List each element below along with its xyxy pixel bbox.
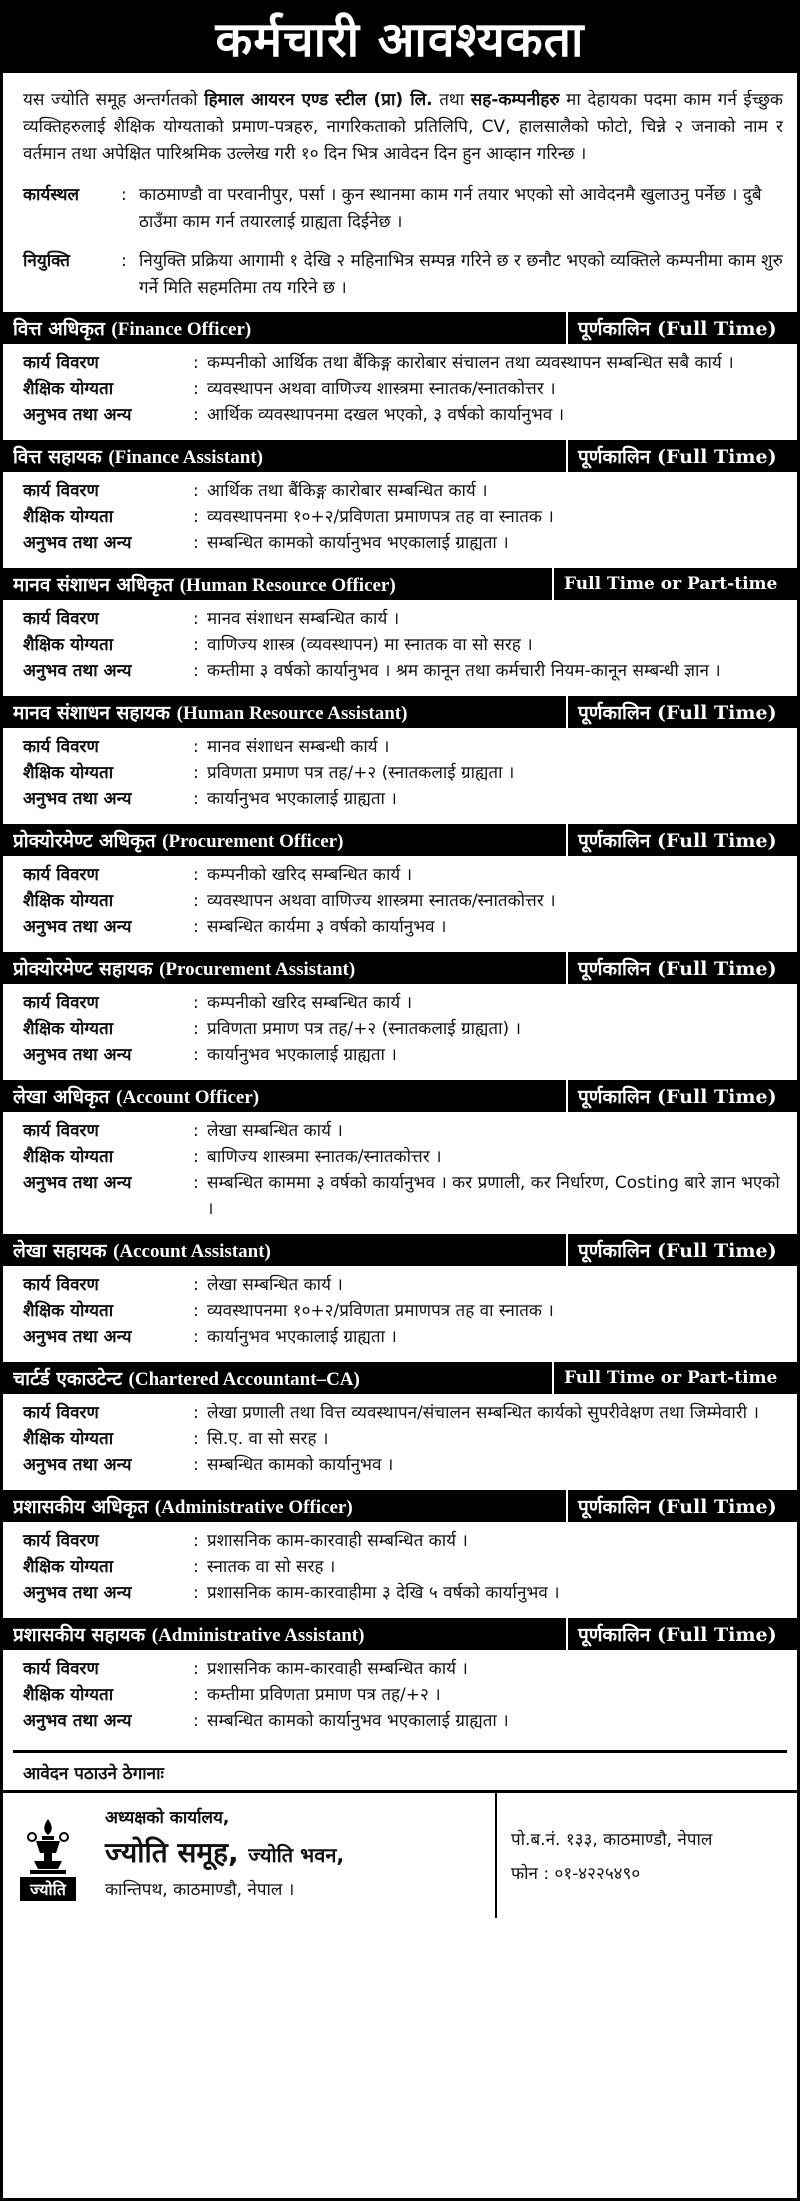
job-details: [13, 600, 787, 686]
job-header: [3, 1080, 797, 1112]
job-type: पूर्णकालिन (Full Time): [566, 824, 797, 856]
job-detail-row: [23, 606, 783, 632]
detail-label: अनुभव तथा अन्य: [23, 789, 132, 809]
detail-label: शैक्षिक योग्यता: [23, 379, 114, 399]
job-title-np: वित्त अधिकृत: [13, 318, 105, 340]
job-detail-row: [23, 1708, 783, 1734]
job-detail-row: [23, 1554, 783, 1580]
organization-address: [93, 1793, 497, 1918]
job-detail-row: [23, 786, 783, 812]
job-title-np: मानव संशाधन अधिकृत: [13, 574, 174, 596]
detail-value: सम्बन्धित काममा ३ वर्षको कार्यानुभव । कर प्रणाली, कर निर्धारण, Costing बारे ज्ञान भएको ।: [207, 1173, 780, 1219]
job-list: [13, 312, 787, 1736]
detail-value: प्रशासनिक काम-कारवाही सम्बन्धित कार्य ।: [207, 1531, 468, 1551]
detail-label: कार्य विवरण: [23, 1121, 99, 1141]
colon: :: [121, 185, 127, 205]
job-title: [13, 443, 566, 469]
detail-label: कार्य विवरण: [23, 609, 99, 629]
company-logo: [3, 1793, 93, 1918]
job-detail-row: [23, 914, 783, 940]
intro-text-3: मा देहायका पदमा काम गर्न ईच्छुक व्यक्तिहरुलाई शैक्षिक योग्यताको प्रमाण-पत्रहरु, नागरिकताको प्रतिलिपि, CV, हालसालैको फोटो, चिन्ने २ जनाको नाम र वर्तमान तथा अपेक्षित पारिश्रमिक उल्लेख गरी १० दिन भित्र आवेदन दिन हुन आव्हान गरिन्छ ।: [23, 90, 783, 164]
detail-value: स्नातक वा सो सरह ।: [207, 1557, 336, 1577]
colon: :: [193, 405, 199, 425]
colon: :: [193, 1147, 199, 1167]
intro-paragraph: [13, 73, 787, 168]
detail-label: कार्य विवरण: [23, 993, 99, 1013]
colon: :: [193, 737, 199, 757]
address-heading: आवेदन पठाउने ठेगानाः: [13, 1750, 787, 1784]
colon: :: [193, 635, 199, 655]
job-section: [13, 824, 787, 942]
job-detail-row: [23, 530, 783, 556]
job-header: [3, 440, 797, 472]
job-title: [13, 1237, 566, 1263]
detail-label: कार्य विवरण: [23, 737, 99, 757]
street-address: कान्तिपथ, काठमाण्डौ, नेपाल ।: [105, 1880, 295, 1900]
appointment-text: नियुक्ति प्रक्रिया आगामी १ देखि २ महिनाभित्र सम्पन्न गरिने छ र छनौट भएको व्यक्तिले कम्पनीमा काम शुरु गर्ने मिति सहमतिमा तय गरिने छ ।: [139, 251, 783, 298]
job-title: [13, 1365, 552, 1391]
detail-value: सम्बन्धित कामको कार्यानुभव भएकालाई ग्राह्यता ।: [207, 533, 509, 553]
detail-value: बाणिज्य शास्त्रमा स्नातक/स्नातकोत्तर ।: [207, 1147, 442, 1167]
building-name: ज्योति भवन,: [248, 1843, 345, 1867]
job-title-np: प्रशासकीय सहायक: [13, 1624, 146, 1646]
detail-value: मानव संशाधन सम्बन्धित कार्य ।: [207, 609, 400, 629]
job-detail-row: [23, 734, 783, 760]
colon: :: [193, 1275, 199, 1295]
job-header: [3, 1362, 797, 1394]
detail-value: सि.ए. वा सो सरह ।: [207, 1429, 329, 1449]
job-title-np: प्रशासकीय अधिकृत: [13, 1496, 149, 1518]
workplace-text: काठमाण्डौ वा परवानीपुर, पर्सा । कुन स्थानमा काम गर्न तयार भएको सो आवेदनमै खुलाउनु पर्नेछ । दुबै ठाउँमा काम गर्न तयारलाई ग्राह्यता दिईनेछ ।: [139, 185, 762, 232]
job-details: [13, 984, 787, 1070]
detail-label: शैक्षिक योग्यता: [23, 507, 114, 527]
workplace-label: कार्यस्थल: [23, 185, 79, 205]
detail-value: कम्तीमा ३ वर्षको कार्यानुभव । श्रम कानून तथा कर्मचारी नियम-कानून सम्बन्धी ज्ञान ।: [207, 661, 721, 681]
job-title-en: (Procurement Assistant): [159, 959, 356, 980]
detail-value: प्रविणता प्रमाण पत्र तह/+२ (स्नातकलाई ग्राह्यता) ।: [207, 1019, 521, 1039]
job-section: [13, 1490, 787, 1608]
company-name: हिमाल आयरन एण्ड स्टील (प्रा) लि.: [204, 90, 433, 110]
job-section: [13, 312, 787, 430]
job-title-en: (Chartered Accountant–CA): [128, 1369, 360, 1390]
job-title-en: (Account Assistant): [113, 1241, 271, 1262]
colon: :: [193, 481, 199, 501]
colon: :: [193, 1045, 199, 1065]
job-type: पूर्णकालिन (Full Time): [566, 1234, 797, 1266]
colon: :: [193, 1327, 199, 1347]
detail-label: कार्य विवरण: [23, 353, 99, 373]
job-title-np: लेखा अधिकृत: [13, 1086, 110, 1108]
appointment-label: नियुक्ति: [23, 251, 70, 271]
detail-value: सम्बन्धित कार्यमा ३ वर्षको कार्यानुभव ।: [207, 917, 447, 937]
colon: :: [193, 993, 199, 1013]
detail-label: अनुभव तथा अन्य: [23, 1583, 132, 1603]
office-name: अध्यक्षको कार्यालय,: [105, 1808, 230, 1828]
detail-value: व्यवस्थापन अथवा वाणिज्य शास्त्रमा स्नातक/स्नातकोत्तर ।: [207, 379, 556, 399]
colon: :: [193, 609, 199, 629]
job-title-en: (Administrative Officer): [154, 1497, 353, 1518]
colon: :: [193, 1301, 199, 1321]
job-type: Full Time or Part-time: [552, 1362, 797, 1394]
detail-label: अनुभव तथा अन्य: [23, 1455, 132, 1475]
address-box: [3, 1790, 797, 1918]
job-title-en: (Procurement Officer): [162, 831, 344, 852]
lamp-emblem-icon: [24, 1817, 72, 1875]
job-details: [13, 728, 787, 814]
job-type: पूर्णकालिन (Full Time): [566, 696, 797, 728]
job-type: पूर्णकालिन (Full Time): [566, 440, 797, 472]
detail-value: वाणिज्य शास्त्र (व्यवस्थापन) मा स्नातक वा सो सरह ।: [207, 635, 533, 655]
job-title-en: (Account Officer): [116, 1087, 260, 1108]
job-detail-row: [23, 402, 783, 428]
detail-value: आर्थिक व्यवस्थापनमा दखल भएको, ३ वर्षको कार्यानुभव ।: [207, 405, 565, 425]
detail-value: लेखा सम्बन्धित कार्य ।: [207, 1275, 343, 1295]
detail-label: शैक्षिक योग्यता: [23, 1301, 114, 1321]
detail-value: व्यवस्थापनमा १०+२/प्रविणता प्रमाणपत्र तह वा स्नातक ।: [207, 1301, 554, 1321]
detail-value: कम्पनीको खरिद सम्बन्धित कार्य ।: [207, 865, 413, 885]
detail-label: कार्य विवरण: [23, 1659, 99, 1679]
job-detail-row: [23, 478, 783, 504]
colon: :: [121, 251, 127, 271]
job-detail-row: [23, 862, 783, 888]
detail-label: अनुभव तथा अन्य: [23, 1173, 132, 1193]
sister-companies: सह-कम्पनीहरु: [470, 90, 560, 110]
colon: :: [193, 1557, 199, 1577]
job-title-en: (Administrative Assistant): [151, 1625, 365, 1646]
colon: :: [193, 1403, 199, 1423]
detail-label: कार्य विवरण: [23, 865, 99, 885]
detail-value: व्यवस्थापनमा १०+२/प्रविणता प्रमाणपत्र तह वा स्नातक ।: [207, 507, 554, 527]
job-type: पूर्णकालिन (Full Time): [566, 312, 797, 344]
colon: :: [193, 891, 199, 911]
appointment-info: [13, 248, 787, 302]
colon: :: [193, 789, 199, 809]
detail-value: कम्पनीको आर्थिक तथा बैंकिङ्ग कारोबार संचालन तथा व्यवस्थापन सम्बन्धित सबै कार्य ।: [207, 353, 734, 373]
job-detail-row: [23, 760, 783, 786]
job-detail-row: [23, 504, 783, 530]
detail-value: लेखा प्रणाली तथा वित्त व्यवस्थापन/संचालन सम्बन्धित कार्यको सुपरीवेक्षण तथा जिम्मेवारी ।: [207, 1403, 759, 1423]
page-title: कर्मचारी आवश्यकता: [3, 3, 797, 73]
job-header: [3, 952, 797, 984]
job-detail-row: [23, 990, 783, 1016]
detail-value: आर्थिक तथा बैंकिङ्ग कारोबार सम्बन्धित कार्य ।: [207, 481, 488, 501]
detail-label: शैक्षिक योग्यता: [23, 1019, 114, 1039]
job-header: [3, 568, 797, 600]
job-title-np: चार्टर्ड एकाउटेन्ट: [13, 1368, 122, 1390]
colon: :: [193, 1121, 199, 1141]
job-detail-row: [23, 1016, 783, 1042]
detail-label: अनुभव तथा अन्य: [23, 533, 132, 553]
job-detail-row: [23, 1170, 783, 1222]
detail-value: सम्बन्धित कामको कार्यानुभव ।: [207, 1455, 394, 1475]
job-details: [13, 344, 787, 430]
job-header: [3, 1234, 797, 1266]
job-detail-row: [23, 1400, 783, 1426]
job-section: [13, 1234, 787, 1352]
job-title-en: (Finance Officer): [111, 319, 252, 340]
colon: :: [193, 1659, 199, 1679]
colon: :: [193, 1019, 199, 1039]
detail-label: शैक्षिक योग्यता: [23, 1685, 114, 1705]
job-section: [13, 1080, 787, 1224]
job-type: पूर्णकालिन (Full Time): [566, 1080, 797, 1112]
colon: :: [193, 1531, 199, 1551]
detail-value: लेखा सम्बन्धित कार्य ।: [207, 1121, 343, 1141]
job-header: [3, 312, 797, 344]
detail-label: कार्य विवरण: [23, 1403, 99, 1423]
workplace-info: [13, 182, 787, 236]
job-title-np: प्रोक्योरमेण्ट सहायक: [13, 958, 153, 980]
colon: :: [193, 763, 199, 783]
job-title-np: प्रोक्योरमेण्ट अधिकृत: [13, 830, 156, 852]
colon: :: [193, 1685, 199, 1705]
job-detail-row: [23, 350, 783, 376]
colon: :: [193, 1455, 199, 1475]
intro-text-1: यस ज्योति समूह अन्तर्गतको: [23, 90, 205, 110]
job-detail-row: [23, 888, 783, 914]
job-detail-row: [23, 632, 783, 658]
colon: :: [193, 661, 199, 681]
detail-label: कार्य विवरण: [23, 1275, 99, 1295]
colon: :: [193, 379, 199, 399]
job-header: [3, 1490, 797, 1522]
colon: :: [193, 1429, 199, 1449]
colon: :: [193, 1583, 199, 1603]
job-details: [13, 1650, 787, 1736]
job-detail-row: [23, 1452, 783, 1478]
colon: :: [193, 1173, 199, 1193]
phone-number: फोन : ०१-४२२५४९०: [511, 1864, 641, 1884]
org-name: ज्योति समूह,: [105, 1836, 239, 1869]
job-title-np: मानव संशाधन सहायक: [13, 702, 171, 724]
job-title-en: (Human Resource Assistant): [176, 703, 408, 724]
colon: :: [193, 533, 199, 553]
job-details: [13, 1522, 787, 1608]
job-title-en: (Human Resource Officer): [179, 575, 396, 596]
job-title-np: लेखा सहायक: [13, 1240, 107, 1262]
job-detail-row: [23, 1272, 783, 1298]
job-type: पूर्णकालिन (Full Time): [566, 1490, 797, 1522]
detail-label: अनुभव तथा अन्य: [23, 405, 132, 425]
job-title: [13, 1621, 566, 1647]
detail-value: कार्यानुभव भएकालाई ग्राह्यता ।: [207, 1045, 397, 1065]
detail-label: अनुभव तथा अन्य: [23, 1711, 132, 1731]
intro-text-2: तथा: [432, 90, 471, 110]
job-title-en: (Finance Assistant): [108, 447, 263, 468]
job-header: [3, 696, 797, 728]
job-title: [13, 699, 566, 725]
job-detail-row: [23, 1324, 783, 1350]
job-type: Full Time or Part-time: [552, 568, 797, 600]
job-section: [13, 696, 787, 814]
detail-label: कार्य विवरण: [23, 1531, 99, 1551]
job-detail-row: [23, 376, 783, 402]
detail-value: व्यवस्थापन अथवा वाणिज्य शास्त्रमा स्नातक/स्नातकोत्तर ।: [207, 891, 556, 911]
job-detail-row: [23, 1118, 783, 1144]
job-details: [13, 856, 787, 942]
detail-value: मानव संशाधन सम्बन्धी कार्य ।: [207, 737, 390, 757]
job-title-np: वित्त सहायक: [13, 446, 102, 468]
colon: :: [193, 1711, 199, 1731]
job-title: [13, 955, 566, 981]
job-header: [3, 1618, 797, 1650]
detail-label: शैक्षिक योग्यता: [23, 763, 114, 783]
job-section: [13, 1362, 787, 1480]
detail-label: शैक्षिक योग्यता: [23, 1429, 114, 1449]
job-details: [13, 1112, 787, 1224]
job-details: [13, 1394, 787, 1480]
job-detail-row: [23, 1580, 783, 1606]
detail-value: कम्पनीको खरिद सम्बन्धित कार्य ।: [207, 993, 413, 1013]
detail-value: प्रशासनिक काम-कारवाही सम्बन्धित कार्य ।: [207, 1659, 468, 1679]
job-type: पूर्णकालिन (Full Time): [566, 1618, 797, 1650]
job-title: [13, 315, 566, 341]
detail-label: शैक्षिक योग्यता: [23, 635, 114, 655]
logo-text: ज्योति: [20, 1877, 76, 1901]
job-title: [13, 1083, 566, 1109]
colon: :: [193, 353, 199, 373]
job-detail-row: [23, 658, 783, 684]
job-detail-row: [23, 1144, 783, 1170]
job-title: [13, 827, 566, 853]
detail-value: कम्तीमा प्रविणता प्रमाण पत्र तह/+२ ।: [207, 1685, 441, 1705]
contact-info: [497, 1793, 797, 1918]
job-detail-row: [23, 1528, 783, 1554]
job-title: [13, 1493, 566, 1519]
job-type: पूर्णकालिन (Full Time): [566, 952, 797, 984]
job-detail-row: [23, 1656, 783, 1682]
detail-label: अनुभव तथा अन्य: [23, 1327, 132, 1347]
job-details: [13, 472, 787, 558]
job-title: [13, 571, 552, 597]
colon: :: [193, 865, 199, 885]
colon: :: [193, 917, 199, 937]
organization-name: [105, 1833, 485, 1875]
job-section: [13, 1618, 787, 1736]
colon: :: [193, 507, 199, 527]
po-box: पो.ब.नं. १३३, काठमाण्डौ, नेपाल: [511, 1830, 713, 1850]
detail-label: शैक्षिक योग्यता: [23, 891, 114, 911]
job-detail-row: [23, 1426, 783, 1452]
job-detail-row: [23, 1682, 783, 1708]
detail-label: कार्य विवरण: [23, 481, 99, 501]
job-section: [13, 568, 787, 686]
detail-value: प्रविणता प्रमाण पत्र तह/+२ (स्नातकलाई ग्राह्यता ।: [207, 763, 515, 783]
detail-label: अनुभव तथा अन्य: [23, 1045, 132, 1065]
job-detail-row: [23, 1042, 783, 1068]
detail-label: शैक्षिक योग्यता: [23, 1557, 114, 1577]
job-detail-row: [23, 1298, 783, 1324]
job-section: [13, 440, 787, 558]
job-details: [13, 1266, 787, 1352]
detail-value: प्रशासनिक काम-कारवाहीमा ३ देखि ५ वर्षको कार्यानुभव ।: [207, 1583, 560, 1603]
detail-value: कार्यानुभव भएकालाई ग्राह्यता ।: [207, 789, 397, 809]
detail-value: सम्बन्धित कामको कार्यानुभव भएकालाई ग्राह्यता ।: [207, 1711, 509, 1731]
detail-label: अनुभव तथा अन्य: [23, 661, 132, 681]
detail-label: अनुभव तथा अन्य: [23, 917, 132, 937]
detail-value: कार्यानुभव भएकालाई ग्राह्यता ।: [207, 1327, 397, 1347]
job-section: [13, 952, 787, 1070]
job-header: [3, 824, 797, 856]
detail-label: शैक्षिक योग्यता: [23, 1147, 114, 1167]
